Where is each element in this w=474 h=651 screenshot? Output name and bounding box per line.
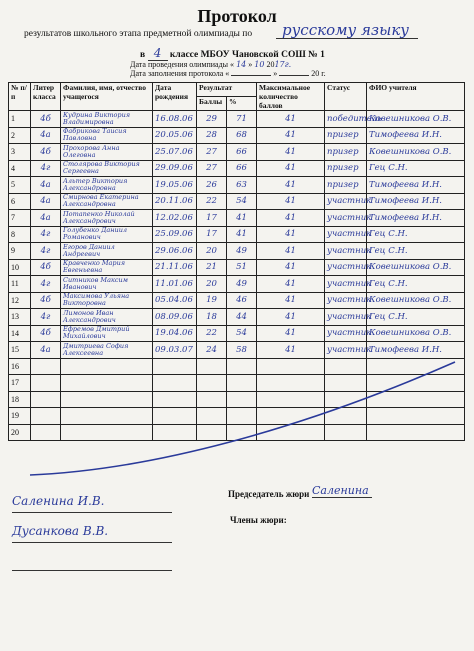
row-number: 19	[9, 408, 31, 425]
row-points: 22	[197, 193, 227, 210]
row-percent: 41	[227, 226, 257, 243]
row-number: 8	[9, 226, 31, 243]
row-percent	[227, 358, 257, 375]
row-status: призер	[325, 160, 367, 177]
row-teacher: Гец С.Н.	[367, 243, 465, 260]
row-percent: 46	[227, 292, 257, 309]
row-birth: 20.05.06	[153, 127, 197, 144]
row-teacher: Тимофеева И.Н.	[367, 127, 465, 144]
row-percent	[227, 408, 257, 425]
subtitle: результатов школьного этапа предметной олимпиады по	[24, 29, 253, 39]
row-percent: 71	[227, 111, 257, 128]
table-row	[9, 111, 465, 128]
row-percent: 41	[227, 210, 257, 227]
row-name: Егоров Даниил Андреевич	[61, 243, 153, 260]
row-status	[325, 391, 367, 408]
row-birth	[153, 408, 197, 425]
table-row	[9, 276, 465, 293]
row-liter: 4а	[31, 127, 61, 144]
row-liter	[31, 391, 61, 408]
row-max: 41	[257, 177, 325, 194]
date-held-year-hw: 17г.	[274, 60, 292, 69]
row-number: 20	[9, 424, 31, 441]
row-points: 27	[197, 160, 227, 177]
row-points	[197, 358, 227, 375]
row-liter: 4г	[31, 276, 61, 293]
row-number: 11	[9, 276, 31, 293]
row-status: призер	[325, 127, 367, 144]
table-row	[9, 210, 465, 227]
date-filled-year: 20	[311, 69, 320, 78]
row-max	[257, 424, 325, 441]
row-max: 41	[257, 144, 325, 161]
row-number: 15	[9, 342, 31, 359]
row-liter	[31, 408, 61, 425]
row-points: 24	[197, 342, 227, 359]
row-birth: 29.06.06	[153, 243, 197, 260]
row-max	[257, 391, 325, 408]
table-row	[9, 325, 465, 342]
row-liter: 4г	[31, 309, 61, 326]
row-percent	[227, 375, 257, 392]
row-name: Дмитриева София Алексеевна	[61, 342, 153, 359]
row-liter: 4а	[31, 193, 61, 210]
row-name	[61, 375, 153, 392]
row-liter: 4а	[31, 177, 61, 194]
row-name: Прохорова Анна Олеговна	[61, 144, 153, 161]
header-birth: Дата рождения	[153, 83, 197, 111]
table-row	[9, 358, 465, 375]
row-liter: 4г	[31, 243, 61, 260]
row-birth	[153, 375, 197, 392]
row-birth	[153, 358, 197, 375]
row-liter	[31, 375, 61, 392]
row-status: участник	[325, 226, 367, 243]
row-status: участник	[325, 309, 367, 326]
row-name	[61, 358, 153, 375]
row-teacher	[367, 424, 465, 441]
row-number: 5	[9, 177, 31, 194]
table-row	[9, 424, 465, 441]
row-number: 16	[9, 358, 31, 375]
class-line	[140, 46, 325, 61]
table-row	[9, 243, 465, 260]
row-liter: 4а	[31, 342, 61, 359]
table-row	[9, 375, 465, 392]
row-birth: 09.03.07	[153, 342, 197, 359]
row-number: 7	[9, 210, 31, 227]
signature-3	[12, 552, 172, 571]
row-points: 21	[197, 259, 227, 276]
row-teacher: Тимофеева И.Н.	[367, 210, 465, 227]
chair-label: Председатель жюри	[228, 489, 310, 499]
row-birth: 20.11.06	[153, 193, 197, 210]
table-row	[9, 342, 465, 359]
row-name: Смирнова Екатерина Александровна	[61, 193, 153, 210]
row-number: 12	[9, 292, 31, 309]
row-points	[197, 375, 227, 392]
chair-signature: Саленина	[312, 484, 372, 498]
row-birth: 12.02.06	[153, 210, 197, 227]
date-held-month: 10	[254, 60, 265, 69]
row-max: 41	[257, 193, 325, 210]
header-max: Максимальное количество баллов	[257, 83, 325, 111]
row-teacher: Гец С.Н.	[367, 276, 465, 293]
row-teacher: Тимофеева И.Н.	[367, 193, 465, 210]
results-table	[8, 82, 465, 441]
row-percent: 63	[227, 177, 257, 194]
row-teacher: Тимофеева И.Н.	[367, 342, 465, 359]
row-percent: 54	[227, 325, 257, 342]
row-name	[61, 408, 153, 425]
table-row	[9, 193, 465, 210]
row-number: 18	[9, 391, 31, 408]
header-result: Результат	[197, 83, 257, 97]
class-number: 4	[148, 46, 168, 61]
row-liter: 4б	[31, 292, 61, 309]
date-filled-label: Дата заполнения протокола «	[130, 69, 230, 78]
row-status: участник	[325, 292, 367, 309]
header-percent: %	[227, 97, 257, 111]
row-points: 18	[197, 309, 227, 326]
row-points: 27	[197, 144, 227, 161]
row-teacher	[367, 358, 465, 375]
row-name: Ефремов Дмитрий Михайлович	[61, 325, 153, 342]
row-status: участник	[325, 210, 367, 227]
row-max: 41	[257, 292, 325, 309]
row-name: Столярова Виктория Сергеевна	[61, 160, 153, 177]
row-name: Голубенко Даниил Романович	[61, 226, 153, 243]
row-max: 41	[257, 111, 325, 128]
row-number: 14	[9, 325, 31, 342]
row-max: 41	[257, 226, 325, 243]
row-liter: 4б	[31, 325, 61, 342]
signature-1: Саленина И.В.	[12, 494, 172, 513]
members-label: Члены жюри:	[230, 515, 287, 525]
row-number: 10	[9, 259, 31, 276]
row-status: участник	[325, 276, 367, 293]
row-status: победитель	[325, 111, 367, 128]
row-birth: 19.05.06	[153, 177, 197, 194]
date-filled-tail: »	[273, 69, 278, 78]
row-points: 19	[197, 292, 227, 309]
row-name: Лимонов Иван Александрович	[61, 309, 153, 326]
row-liter: 4а	[31, 210, 61, 227]
row-points: 26	[197, 177, 227, 194]
header-points: Баллы	[197, 97, 227, 111]
row-max: 41	[257, 259, 325, 276]
row-percent: 49	[227, 276, 257, 293]
row-name: Альтер Виктория Александровна	[61, 177, 153, 194]
row-liter: 4б	[31, 259, 61, 276]
table-row	[9, 292, 465, 309]
row-name: Ситников Максим Иванович	[61, 276, 153, 293]
row-number: 2	[9, 127, 31, 144]
row-percent: 51	[227, 259, 257, 276]
row-max: 41	[257, 276, 325, 293]
row-status: участник	[325, 193, 367, 210]
row-teacher: Гец С.Н.	[367, 160, 465, 177]
row-percent: 44	[227, 309, 257, 326]
row-name: Кравченко Мария Евгеньевна	[61, 259, 153, 276]
year-suffix: г.	[321, 69, 326, 78]
row-number: 17	[9, 375, 31, 392]
row-percent: 54	[227, 193, 257, 210]
header-name: Фамилия, имя, отчество учащегося	[61, 83, 153, 111]
row-liter	[31, 424, 61, 441]
row-birth: 11.01.06	[153, 276, 197, 293]
date-held-label: Дата проведения олимпиады «	[130, 60, 235, 69]
table-row	[9, 408, 465, 425]
row-percent	[227, 391, 257, 408]
row-name: Фабрикова Таисия Павловна	[61, 127, 153, 144]
header-liter: Литер класса	[31, 83, 61, 111]
row-status: участник	[325, 325, 367, 342]
row-number: 1	[9, 111, 31, 128]
header-status: Статус	[325, 83, 367, 111]
row-points: 17	[197, 226, 227, 243]
row-max	[257, 358, 325, 375]
row-number: 6	[9, 193, 31, 210]
row-birth: 08.09.06	[153, 309, 197, 326]
row-points	[197, 424, 227, 441]
header-teacher: ФИО учителя	[367, 83, 465, 111]
row-birth: 29.09.06	[153, 160, 197, 177]
table-row	[9, 127, 465, 144]
row-status	[325, 424, 367, 441]
row-teacher: Ковешникова О.В.	[367, 325, 465, 342]
row-status: призер	[325, 144, 367, 161]
row-name: Максимова Ульяна Викторовна	[61, 292, 153, 309]
row-name: Кудрина Виктория Владимировна	[61, 111, 153, 128]
row-percent: 66	[227, 160, 257, 177]
row-number: 13	[9, 309, 31, 326]
table-row	[9, 391, 465, 408]
row-birth: 25.09.06	[153, 226, 197, 243]
row-number: 3	[9, 144, 31, 161]
row-liter: 4б	[31, 144, 61, 161]
row-liter: 4г	[31, 226, 61, 243]
row-percent: 49	[227, 243, 257, 260]
date-held-year: 20	[266, 60, 275, 69]
table-row	[9, 259, 465, 276]
row-birth: 21.11.06	[153, 259, 197, 276]
row-percent: 66	[227, 144, 257, 161]
row-status: участник	[325, 243, 367, 260]
row-liter	[31, 358, 61, 375]
row-points: 29	[197, 111, 227, 128]
subject-handwritten: русскому языку	[276, 22, 418, 39]
row-max: 41	[257, 325, 325, 342]
row-teacher: Гец С.Н.	[367, 226, 465, 243]
row-birth: 16.08.06	[153, 111, 197, 128]
table-row	[9, 226, 465, 243]
row-birth	[153, 391, 197, 408]
row-max: 41	[257, 210, 325, 227]
row-points: 17	[197, 210, 227, 227]
signature-2: Дусанкова В.В.	[12, 524, 172, 543]
row-number: 9	[9, 243, 31, 260]
row-points	[197, 391, 227, 408]
row-teacher: Ковешникова О.В.	[367, 144, 465, 161]
row-max: 41	[257, 342, 325, 359]
row-name: Потапенко Николай Александрович	[61, 210, 153, 227]
date-filled-line	[130, 69, 326, 78]
row-points: 20	[197, 276, 227, 293]
row-teacher	[367, 408, 465, 425]
row-liter: 4г	[31, 160, 61, 177]
row-max: 41	[257, 243, 325, 260]
row-teacher	[367, 391, 465, 408]
row-number: 4	[9, 160, 31, 177]
row-percent: 58	[227, 342, 257, 359]
row-teacher: Гец С.Н.	[367, 309, 465, 326]
row-points	[197, 408, 227, 425]
date-held-day: 14	[236, 60, 247, 69]
class-suffix: классе МБОУ Чановской СОШ № 1	[169, 50, 325, 60]
row-status	[325, 375, 367, 392]
row-birth	[153, 424, 197, 441]
row-teacher: Ковешникова О.В.	[367, 292, 465, 309]
row-status: участник	[325, 259, 367, 276]
class-prefix: в	[140, 50, 146, 60]
table-row	[9, 160, 465, 177]
row-max: 41	[257, 127, 325, 144]
row-points: 28	[197, 127, 227, 144]
row-points: 20	[197, 243, 227, 260]
header-num: № п/п	[9, 83, 31, 111]
row-birth: 19.04.06	[153, 325, 197, 342]
row-teacher: Ковешникова О.В.	[367, 111, 465, 128]
date-held-line: Дата проведения олимпиады « 14 » 10 2017г.	[130, 60, 292, 69]
page-title: Протокол	[197, 6, 277, 26]
table-row	[9, 309, 465, 326]
row-max: 41	[257, 160, 325, 177]
row-liter: 4б	[31, 111, 61, 128]
row-percent: 68	[227, 127, 257, 144]
row-name	[61, 391, 153, 408]
row-name	[61, 424, 153, 441]
row-max: 41	[257, 309, 325, 326]
row-points: 22	[197, 325, 227, 342]
row-percent	[227, 424, 257, 441]
table-row	[9, 177, 465, 194]
row-teacher: Тимофеева И.Н.	[367, 177, 465, 194]
row-status	[325, 408, 367, 425]
row-birth: 05.04.06	[153, 292, 197, 309]
row-status	[325, 358, 367, 375]
row-birth: 25.07.06	[153, 144, 197, 161]
row-status: участник	[325, 342, 367, 359]
table-row	[9, 144, 465, 161]
row-teacher: Ковешникова О.В.	[367, 259, 465, 276]
row-max	[257, 408, 325, 425]
row-status: призер	[325, 177, 367, 194]
row-teacher	[367, 375, 465, 392]
row-max	[257, 375, 325, 392]
